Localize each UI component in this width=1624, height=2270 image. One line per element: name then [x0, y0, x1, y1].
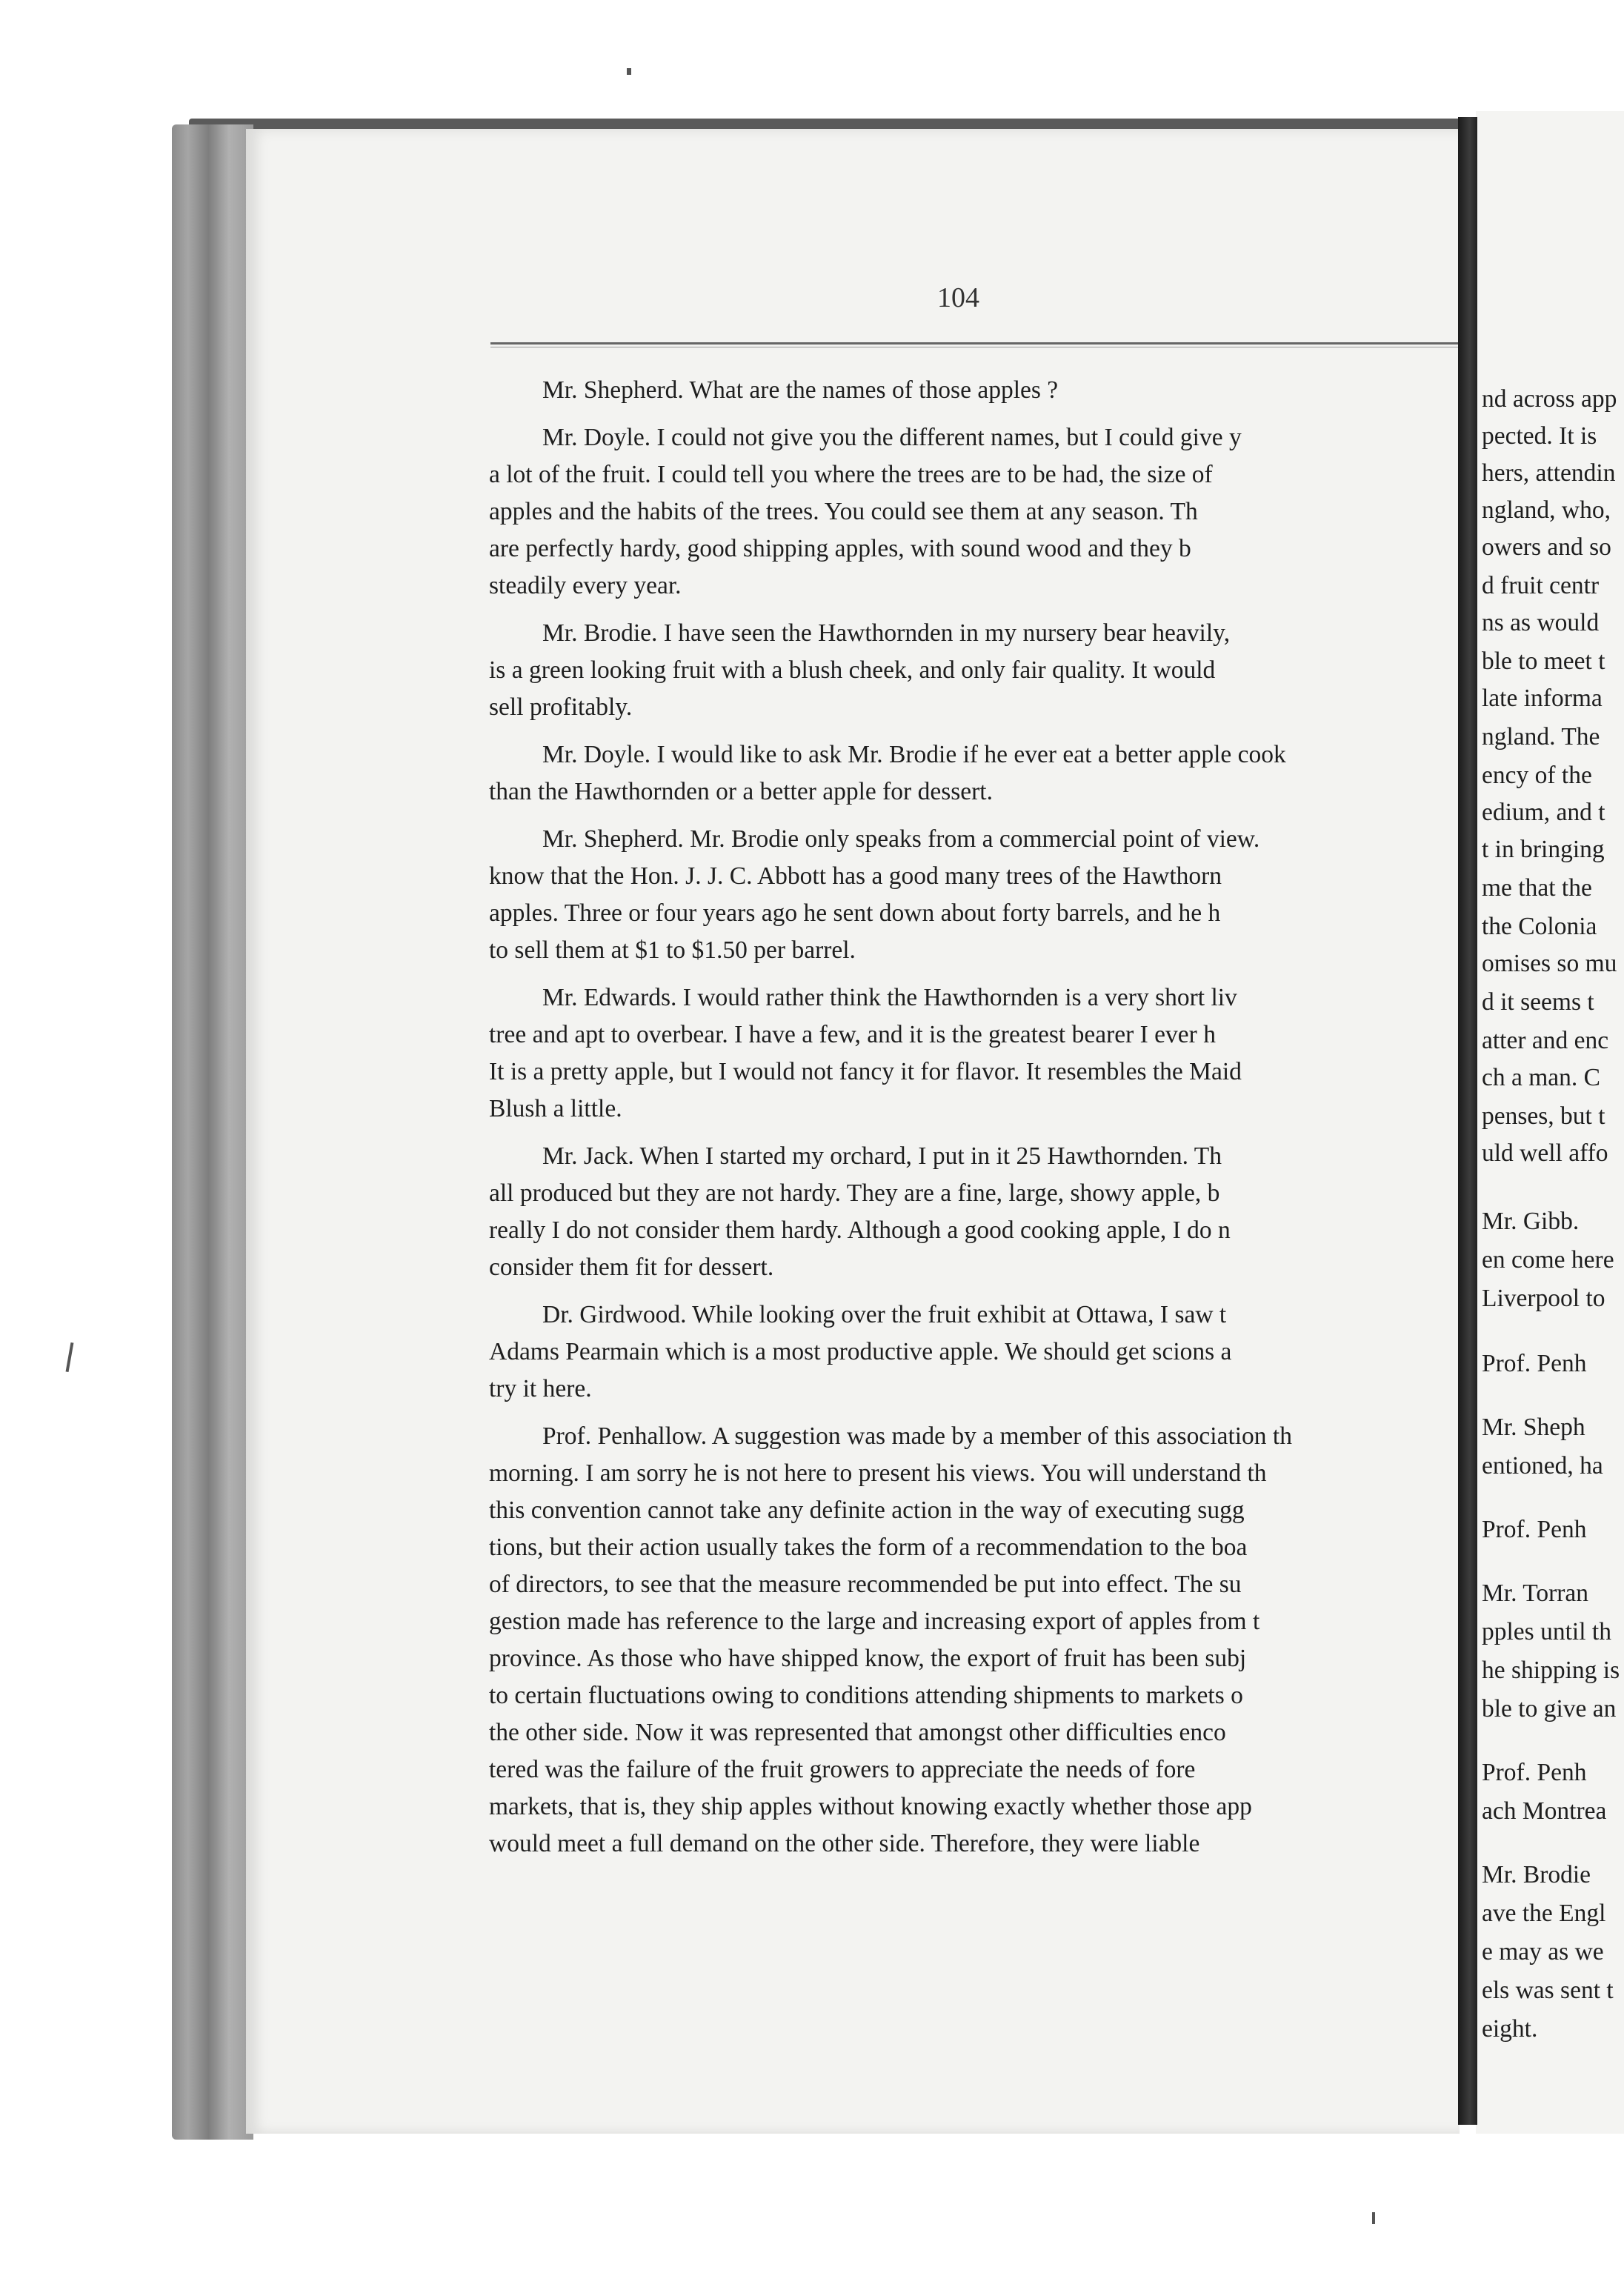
- paragraph: [489, 419, 1458, 605]
- speck: [1372, 2212, 1375, 2224]
- text-line: steadily every year.: [489, 572, 682, 599]
- text-line: Mr. Brodie. I have seen the Hawthornden in my nursery bear heavily,: [542, 619, 1231, 647]
- text-line: apples. Three or four years ago he sent down about forty barrels, and he h: [489, 899, 1221, 927]
- text-line: the other side. Now it was represented that amongst other difficulties enco: [489, 1719, 1226, 1746]
- text-line: know that the Hon. J. J. C. Abbott has a good many trees of the Hawthorn: [489, 862, 1222, 890]
- text-line: Mr. Edwards. I would rather think the Hawthornden is a very short liv: [542, 984, 1237, 1011]
- text-line: Dr. Girdwood. While looking over the fruit exhibit at Ottawa, I saw t: [542, 1301, 1227, 1328]
- text-line: It is a pretty apple, but I would not fancy it for flavor. It resembles the Maid: [489, 1058, 1242, 1085]
- paragraph: [489, 736, 1458, 811]
- text-line: Mr. Doyle. I would like to ask Mr. Brodie if he ever eat a better apple cook: [542, 741, 1286, 768]
- text-line: would meet a full demand on the other side. Therefore, they were liable: [489, 1830, 1200, 1857]
- text-line: d fruit centr: [1482, 572, 1600, 599]
- header-rule: [490, 342, 1458, 347]
- text-line: Mr. Shepherd. Mr. Brodie only speaks from a commercial point of view.: [542, 825, 1260, 853]
- text-line: d it seems t: [1482, 988, 1594, 1016]
- text-line: ns as would: [1482, 609, 1600, 636]
- text-line: eight.: [1482, 2015, 1538, 2043]
- text-line: ble to meet t: [1482, 648, 1605, 675]
- text-line: Mr. Brodie: [1482, 1861, 1591, 1888]
- text-line: t in bringing: [1482, 836, 1605, 863]
- text-line: Blush a little.: [489, 1095, 622, 1122]
- text-line: penses, but t: [1482, 1102, 1605, 1130]
- paragraph: [489, 1297, 1458, 1408]
- text-line: Prof. Penh: [1482, 1759, 1587, 1786]
- text-line: omises so mu: [1482, 950, 1617, 977]
- text-line: of directors, to see that the measure recommended be put into effect. The su: [489, 1571, 1242, 1598]
- text-line: tered was the failure of the fruit growers to appreciate the needs of fore: [489, 1756, 1196, 1783]
- text-line: els was sent t: [1482, 1977, 1614, 2004]
- text-line: morning. I am sorry he is not here to present his views. You will understand th: [489, 1459, 1267, 1487]
- text-line: a lot of the fruit. I could tell you where the trees are to be had, the size of: [489, 461, 1213, 488]
- text-line: ch a man. C: [1482, 1064, 1601, 1091]
- text-line: entioned, ha: [1482, 1452, 1603, 1480]
- speck: [66, 1342, 74, 1372]
- text-line: pected. It is: [1482, 422, 1597, 450]
- text-line: ngland. The: [1482, 723, 1600, 750]
- book-gutter: [1458, 117, 1477, 2125]
- text-line: Prof. Penh: [1482, 1350, 1587, 1377]
- text-line: this convention cannot take any definite action in the way of executing sugg: [489, 1497, 1245, 1524]
- text-line: to certain fluctuations owing to conditions attending shipments to markets o: [489, 1682, 1243, 1709]
- text-line: pples until th: [1482, 1618, 1611, 1645]
- text-line: ave the Engl: [1482, 1900, 1606, 1927]
- text-line: edium, and t: [1482, 799, 1605, 826]
- text-line: consider them fit for dessert.: [489, 1254, 774, 1281]
- text-line: he shipping is: [1482, 1657, 1620, 1684]
- paragraph: [489, 372, 1458, 409]
- text-line: me that the: [1482, 874, 1592, 902]
- text-line: atter and enc: [1482, 1027, 1609, 1054]
- paragraph: [489, 1418, 1458, 1863]
- text-line: really I do not consider them hardy. Although a good cooking apple, I do n: [489, 1216, 1231, 1244]
- text-line: ach Montrea: [1482, 1797, 1607, 1825]
- text-line: try it here.: [489, 1375, 592, 1402]
- left-page-text: [489, 372, 1458, 1873]
- text-line: late informa: [1482, 685, 1603, 712]
- text-line: en come here: [1482, 1246, 1614, 1274]
- text-line: Mr. Doyle. I could not give you the different names, but I could give y: [542, 424, 1242, 451]
- text-line: are perfectly hardy, good shipping apples, with sound wood and they b: [489, 535, 1191, 562]
- speck: [627, 68, 631, 75]
- text-line: province. As those who have shipped know, the export of fruit has been subj: [489, 1645, 1247, 1672]
- text-line: owers and so: [1482, 533, 1611, 561]
- text-line: Mr. Sheph: [1482, 1414, 1585, 1441]
- paragraph: [489, 821, 1458, 969]
- text-line: apples and the habits of the trees. You could see them at any season. Th: [489, 498, 1198, 525]
- text-line: Liverpool to: [1482, 1285, 1605, 1312]
- paragraph: [489, 615, 1458, 726]
- text-line: Mr. Gibb.: [1482, 1208, 1580, 1235]
- text-line: Adams Pearmain which is a most productive apple. We should get scions a: [489, 1338, 1232, 1365]
- text-line: Prof. Penh: [1482, 1516, 1587, 1543]
- text-line: tions, but their action usually takes the form of a recommendation to the boa: [489, 1534, 1248, 1561]
- text-line: Mr. Torran: [1482, 1580, 1589, 1607]
- text-line: tree and apt to overbear. I have a few, and it is the greatest bearer I ever h: [489, 1021, 1216, 1048]
- text-line: Mr. Shepherd. What are the names of those apples ?: [542, 376, 1059, 404]
- page-number: 104: [937, 282, 979, 313]
- text-line: gestion made has reference to the large and increasing export of apples from t: [489, 1608, 1260, 1635]
- text-line: markets, that is, they ship apples without knowing exactly whether those app: [489, 1793, 1252, 1820]
- paragraph: [489, 1138, 1458, 1286]
- text-line: nd across app: [1482, 385, 1617, 413]
- text-line: hers, attendin: [1482, 459, 1616, 487]
- paragraph: [489, 979, 1458, 1128]
- text-line: is a green looking fruit with a blush cheek, and only fair quality. It would: [489, 656, 1216, 684]
- text-line: sell profitably.: [489, 693, 633, 721]
- text-line: Mr. Jack. When I started my orchard, I put in it 25 Hawthornden. Th: [542, 1142, 1222, 1170]
- text-line: e may as we: [1482, 1938, 1604, 1966]
- text-line: ngland, who,: [1482, 496, 1611, 524]
- book-page-edges: [172, 124, 253, 2140]
- text-line: ble to give an: [1482, 1695, 1617, 1723]
- text-line: all produced but they are not hardy. They are a fine, large, showy apple, b: [489, 1179, 1220, 1207]
- text-line: ency of the: [1482, 762, 1592, 789]
- text-line: than the Hawthornden or a better apple for dessert.: [489, 778, 993, 805]
- text-line: Prof. Penhallow. A suggestion was made by a member of this association th: [542, 1422, 1292, 1450]
- text-line: to sell them at $1 to $1.50 per barrel.: [489, 936, 856, 964]
- text-line: uld well affo: [1482, 1139, 1608, 1167]
- text-line: the Colonia: [1482, 913, 1597, 940]
